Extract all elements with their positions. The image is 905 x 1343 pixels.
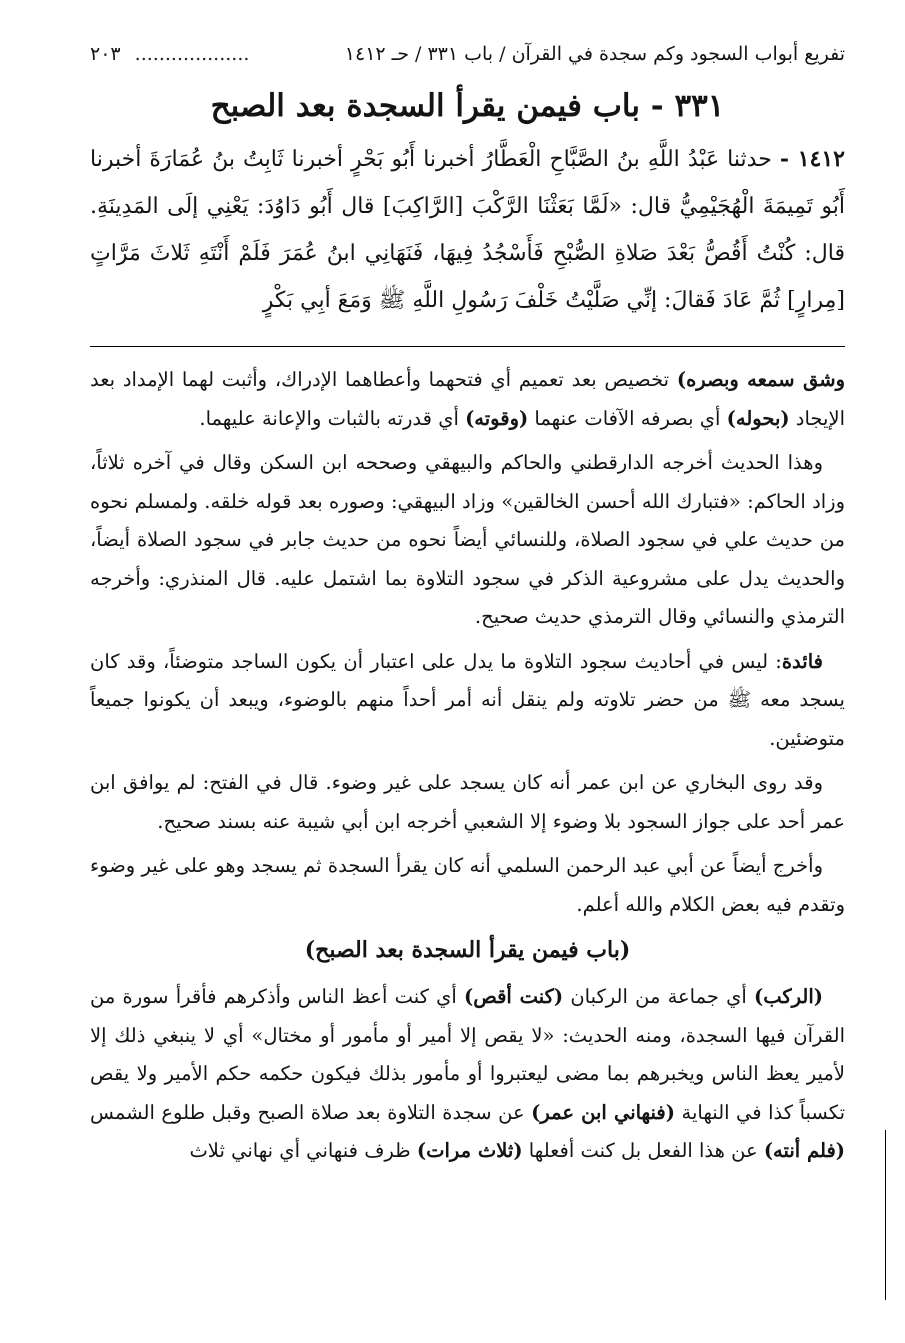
commentary-term: (الركب) (754, 985, 824, 1008)
commentary-text: عن سجدة التلاوة بعد صلاة الصبح وقبل طلوع الشمس (90, 1100, 532, 1124)
commentary-paragraph-3 (90, 643, 845, 759)
commentary-paragraph-6 (90, 978, 845, 1171)
leader-dots: ................... (134, 43, 250, 65)
footnote-divider (90, 346, 845, 347)
commentary-term: وشق سمعه وبصره) (676, 368, 845, 391)
hadith-text-block (90, 136, 845, 324)
commentary-text: أي كنت أعظ الناس وأذكرهم فأقرأ سورة من القرآن فيها السجدة، ومنه الحديث: «لا يقص إلا أمير أو مأمور أو مختال» أي لا ينبغي ذلك إلا لأمير يعظ الناس ويخبرهم بما مضى ليعتبروا أو مأمور بذلك فيكون حكمه حكم الأمير ولا يقص تكسباً كذا في النهاية (90, 985, 846, 1124)
commentary-term: (بحوله) (726, 406, 790, 430)
commentary-text: تخصيص بعد تعميم أي فتحهما وأعطاهما الإدراك، وأثبت لهما الإمداد بعد الإيجاد (90, 368, 845, 430)
section-subheading: (باب فيمن يقرأ السجدة بعد الصبح) (304, 937, 631, 963)
commentary-term: (ثلاث مرات) (416, 1139, 523, 1162)
chapter-number: ٣٣١ (674, 88, 725, 124)
commentary-text: ظرف فنهاني أي نهاني ثلاث (189, 1139, 417, 1162)
hadith-text: حدثنا عَبْدُ اللَّهِ بنُ الصَّبَّاحِ الْعَطَّارُ أخبرنا أَبُو بَحْرٍ أخبرنا ثَابِتُ بنُ عُمَارَةَ أخبرنا أَبُو تَمِيمَةَ الْهُجَيْمِيُّ قال: «لَمَّا بَعَثْنَا الرَّكْبَ [الرَّاكِبَ] قال أَبُو دَاوُدَ: يَعْنِي إلَى المَدِينَةِ. قال: كُنْتُ أَقُصُّ بَعْدَ صَلاةِ الصُّبْحِ فَأَسْجُدُ فِيهَا، فَنَهَانِي ابنُ عُمَرَ فَلَمْ أَنْتَهِ ثَلاثَ مَرَّاتٍ [مِرارٍ] ثُمَّ عَادَ فَقالَ: إنِّي صَلَّيْتُ خَلْفَ رَسُولِ اللَّهِ ﷺ وَمَعَ أبِي بَكْرٍ (90, 147, 845, 313)
commentary-paragraph-2: وهذا الحديث أخرجه الدارقطني والحاكم والبيهقي وصححه ابن السكن وقال في آخره ثلاثاً، وزاد الحاكم: «فتبارك الله أحسن الخالقين» وزاد البيهقي: وصوره بعد قوله خلقه. ولمسلم نحوه من حديث علي في سجود الصلاة، وللنسائي أيضاً نحوه من حديث جابر في سجود الصلاة أيضاً، والحديث يدل على مشروعية الذكر في سجود التلاوة بما اشتمل عليه. قال المنذري: وأخرجه الترمذي والنسائي وقال الترمذي حديث صحيح. (90, 451, 845, 628)
commentary-term: (وقوته) (465, 406, 529, 430)
commentary-text: عن هذا الفعل بل كنت أفعلها (522, 1139, 764, 1162)
hadith-number: ١٤١٢ - (779, 146, 845, 172)
page (90, 40, 845, 1323)
page-number: ٢٠٣ (90, 43, 121, 65)
page-number-group (90, 40, 249, 68)
commentary-paragraph-4: وقد روى البخاري عن ابن عمر أنه كان يسجد على غير وضوء. قال في الفتح: لم يوافق ابن عمر أحد على جواز السجود بلا وضوء إلا الشعبي أخرجه ابن أبي شيبة عنه بسند صحيح. (90, 771, 845, 833)
commentary-term: (فنهاني ابن عمر) (531, 1100, 675, 1124)
running-title: تفريع أبواب السجود وكم سجدة في القرآن / باب ٣٣١ / حـ ١٤١٢ (344, 43, 845, 65)
margin-rule (885, 1130, 886, 1300)
chapter-keyword: باب (592, 88, 640, 124)
note-label: فائدة (781, 649, 823, 673)
commentary-paragraph-1 (90, 361, 845, 438)
commentary-text: أي قدرته بالثبات والإعانة عليهما. (199, 406, 466, 430)
commentary-term: (فلم أنته) (763, 1139, 845, 1162)
commentary-term: (كنت أقص) (463, 985, 564, 1008)
chapter-dash: - (650, 88, 664, 124)
commentary-text: أي جماعة من الركبان (563, 985, 754, 1008)
commentary-text: : ليس في أحاديث سجود التلاوة ما يدل على اعتبار أن يكون الساجد متوضئاً، وقد كان يسجد معه ﷺ من حضر تلاوته ولم ينقل أنه أمر أحداً منهم بالوضوء، ويبعد أن يكونوا جميعاً متوضئين. (90, 649, 845, 750)
chapter-heading-text: فيمن يقرأ السجدة بعد الصبح (210, 88, 582, 124)
commentary-text: أي بصرفه الآفات عنهما (528, 406, 727, 430)
running-header (90, 40, 845, 70)
chapter-title (90, 84, 845, 128)
commentary-paragraph-5: وأخرج أيضاً عن أبي عبد الرحمن السلمي أنه كان يقرأ السجدة ثم يسجد وهو على غير وضوء وتقدم فيه بعض الكلام والله أعلم. (90, 854, 845, 916)
